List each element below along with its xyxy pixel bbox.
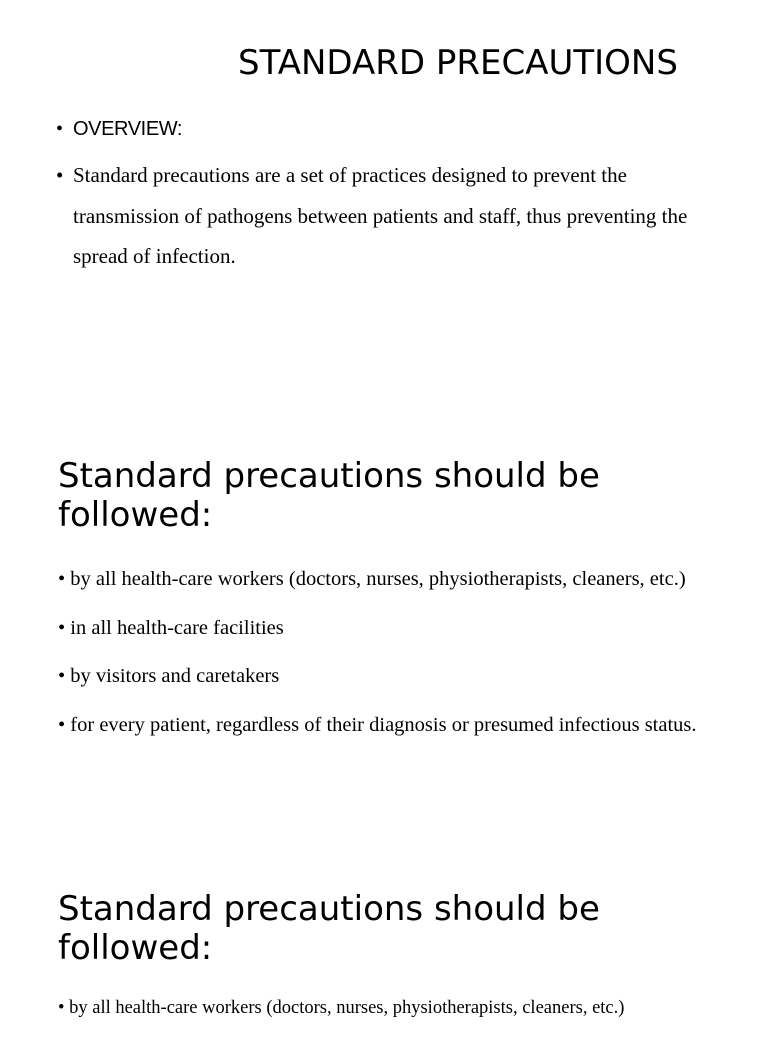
list-item: • by all health-care workers (doctors, nurses, physiotherapists, cleaners, etc.) [58, 568, 686, 590]
section-heading: Standard precautions should be followed: [58, 889, 600, 968]
list-item: • in all health-care facilities [58, 616, 284, 639]
section-heading: Standard precautions should be followed: [58, 456, 600, 535]
section-list [58, 559, 718, 753]
definition-text: Standard precautions are a set of practices designed to prevent the transmission of pathogens between patients and staff, thus preventing the spread of infection. [73, 163, 688, 268]
overview-list [56, 112, 716, 277]
overview-heading-item [56, 112, 716, 146]
page-title: STANDARD PRECAUTIONS [238, 43, 678, 83]
list-item: • for every patient, regardless of their diagnosis or presumed infectious status. [58, 713, 697, 736]
overview-heading: OVERVIEW: [73, 118, 183, 140]
section-list [58, 988, 758, 1037]
bullet-icon: • [56, 163, 64, 187]
list-item: • by all health-care workers (doctors, nurses, physiotherapists, cleaners, etc.) [58, 998, 625, 1018]
bullet-icon: • [56, 118, 63, 140]
definition-item [56, 155, 716, 277]
list-item: • by visitors and caretakers [58, 665, 280, 687]
